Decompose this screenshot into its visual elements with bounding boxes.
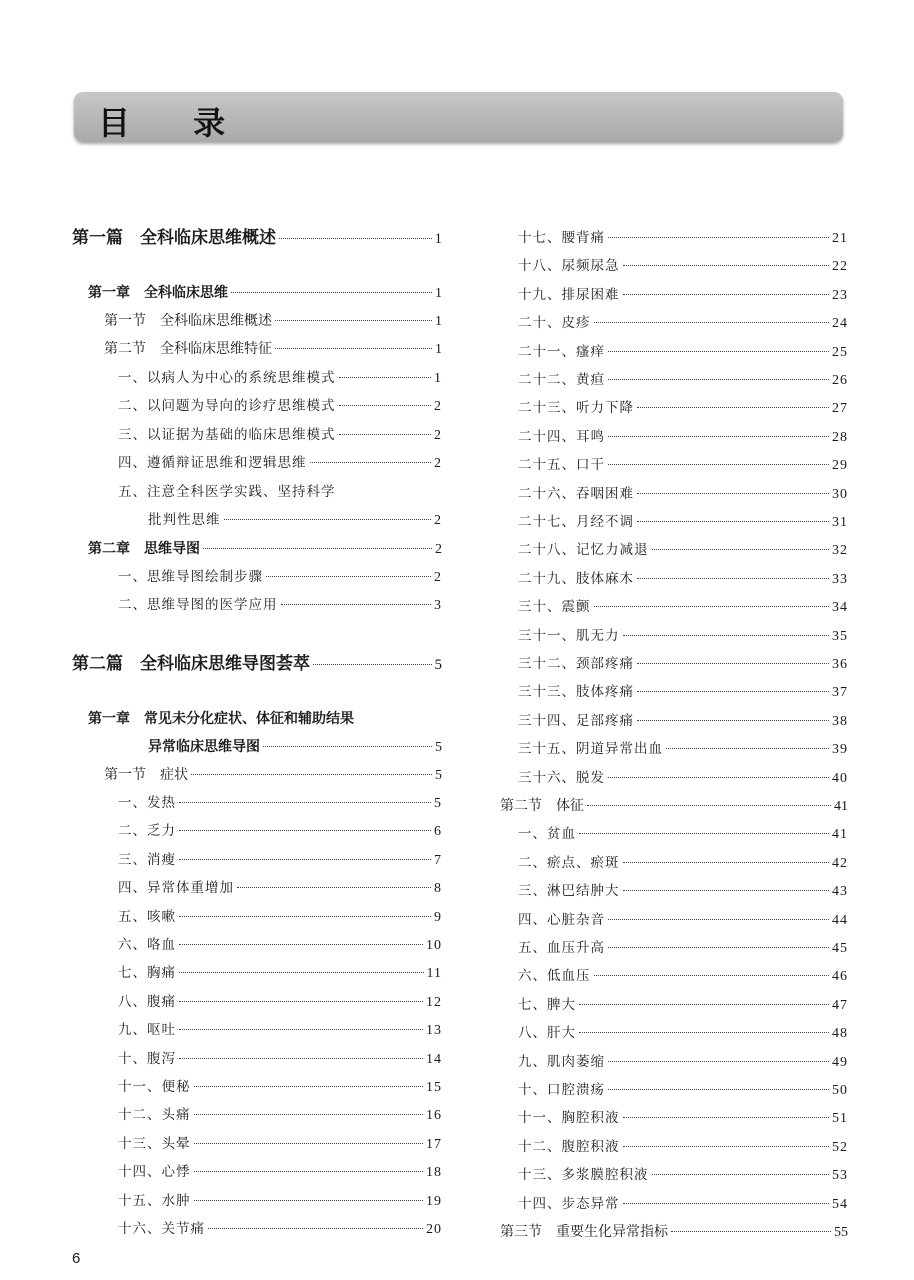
- toc-entry-title: 二、以问题为导向的诊疗思维模式: [118, 398, 336, 414]
- toc-leader-dots: [637, 663, 829, 664]
- toc-entry-title: 二十七、月经不调: [518, 514, 634, 530]
- toc-entry[interactable]: [518, 451, 848, 479]
- toc-entry[interactable]: [518, 1190, 848, 1218]
- toc-entry-title: 三十五、阴道异常出血: [518, 741, 663, 758]
- toc-entry-page: 42: [832, 855, 848, 871]
- toc-entry-page: 2: [434, 428, 442, 443]
- toc-entry-page: 39: [832, 742, 848, 758]
- toc-entry[interactable]: [118, 1158, 442, 1186]
- toc-entry-title: 二十八、记忆力减退: [518, 542, 649, 559]
- toc-entry[interactable]: [518, 764, 848, 792]
- toc-entry-page: 43: [832, 884, 848, 900]
- toc-entry-title: 二十五、口干: [518, 457, 605, 474]
- toc-entry-title: 十六、关节痛: [118, 1221, 205, 1237]
- toc-entry[interactable]: [118, 1215, 442, 1243]
- toc-entry[interactable]: [148, 733, 442, 761]
- toc-entry-page: 34: [832, 600, 848, 616]
- toc-entry-title: 十二、头痛: [118, 1107, 191, 1124]
- toc-leader-dots: [623, 890, 830, 891]
- toc-entry-page: 5: [434, 796, 442, 811]
- toc-entry-title: 二十六、吞咽困难: [518, 485, 634, 502]
- toc-entry[interactable]: [88, 279, 442, 307]
- toc-entry-page: 1: [435, 314, 442, 329]
- toc-entry-page: 50: [832, 1083, 848, 1098]
- toc-leader-dots: [339, 405, 432, 406]
- toc-leader-dots: [194, 1114, 424, 1115]
- toc-entry[interactable]: [518, 1104, 848, 1132]
- toc-entry[interactable]: [118, 364, 442, 392]
- toc-entry-title: 第二节 体征: [500, 798, 584, 814]
- toc-leader-dots: [594, 322, 830, 323]
- toc-entry-page: 53: [832, 1168, 848, 1184]
- toc-entry-title: 三、消瘦: [118, 851, 176, 868]
- toc-entry[interactable]: [518, 281, 848, 309]
- toc-entry-page: 49: [832, 1054, 848, 1070]
- toc-entry[interactable]: [118, 563, 442, 591]
- toc-entry-title: 五、咳嗽: [118, 908, 176, 925]
- toc-entry[interactable]: [118, 874, 442, 902]
- toc-entry-title: 六、咯血: [118, 937, 176, 953]
- toc-entry-title: 十三、头晕: [118, 1135, 191, 1152]
- toc-entry-title: 十五、水肿: [118, 1192, 191, 1209]
- toc-entry[interactable]: [518, 1133, 848, 1161]
- toc-leader-dots: [608, 777, 829, 778]
- toc-entry-title: 一、以病人为中心的系统思维模式: [118, 370, 336, 386]
- toc-entry[interactable]: [118, 1045, 442, 1073]
- toc-entry-title: 二十九、肢体麻木: [518, 570, 634, 587]
- toc-entry-title: 四、遵循辩证思维和逻辑思维: [118, 455, 307, 471]
- toc-entry-page: 29: [832, 458, 848, 474]
- toc-entry-title: 二十二、黄疸: [518, 372, 605, 388]
- toc-entry-title: 二十、皮疹: [518, 315, 591, 332]
- toc-entry[interactable]: [118, 1101, 442, 1129]
- toc-entry[interactable]: [118, 1016, 442, 1044]
- toc-entry[interactable]: [148, 506, 442, 534]
- toc-leader-dots: [179, 1029, 423, 1030]
- toc-entry[interactable]: [518, 394, 848, 422]
- toc-entry-title: 三、以证据为基础的临床思维模式: [118, 427, 336, 443]
- toc-leader-dots: [608, 947, 829, 948]
- toc-entry[interactable]: [118, 1073, 442, 1101]
- toc-entry-title: 三十二、颈部疼痛: [518, 656, 634, 672]
- toc-entry[interactable]: [118, 1187, 442, 1215]
- toc-entry-title: 十三、多浆膜腔积液: [518, 1167, 649, 1184]
- toc-leader-dots: [623, 635, 830, 636]
- toc-entry[interactable]: [518, 991, 848, 1019]
- toc-entry-title: 十八、尿频尿急: [518, 258, 620, 275]
- toc-leader-dots: [623, 862, 830, 863]
- toc-leader-dots: [637, 521, 829, 522]
- toc-leader-dots: [666, 748, 829, 749]
- toc-entry-page: 41: [834, 799, 848, 814]
- toc-leader-dots: [263, 746, 432, 747]
- toc-leader-dots: [179, 1058, 423, 1059]
- toc-entry-page: 15: [426, 1080, 442, 1095]
- toc-entry-title: 二、瘀点、瘀斑: [518, 854, 620, 871]
- toc-entry[interactable]: [500, 1218, 848, 1246]
- toc-leader-dots: [608, 379, 829, 380]
- toc-entry-title: 一、发热: [118, 795, 176, 811]
- toc-entry-page: 8: [434, 881, 442, 897]
- toc-entry-page: 19: [426, 1193, 442, 1209]
- toc-entry-page: 31: [832, 515, 848, 530]
- toc-leader-dots: [623, 1117, 830, 1118]
- toc-leader-dots: [194, 1143, 424, 1144]
- toc-entry[interactable]: [518, 423, 848, 451]
- toc-entry-page: 33: [832, 571, 848, 587]
- toc-leader-dots: [224, 519, 432, 520]
- toc-leader-dots: [208, 1228, 423, 1229]
- toc-leader-dots: [652, 1174, 830, 1175]
- toc-leader-dots: [194, 1086, 424, 1087]
- toc-leader-dots: [310, 462, 432, 463]
- toc-entry-page: 6: [434, 824, 442, 840]
- toc-entry-page: 13: [426, 1023, 442, 1039]
- toc-leader-dots: [339, 377, 432, 378]
- toc-entry[interactable]: [118, 903, 442, 931]
- page-number: 6: [72, 1250, 81, 1267]
- toc-leader-dots: [203, 548, 432, 549]
- toc-leader-dots: [279, 238, 432, 239]
- toc-entry-title: 批判性思维: [148, 512, 221, 528]
- toc-leader-dots: [579, 1032, 829, 1033]
- toc-entry[interactable]: [104, 761, 442, 789]
- toc-entry-page: 36: [832, 657, 848, 672]
- toc-entry-page: 18: [426, 1165, 442, 1181]
- toc-entry-page: 38: [832, 713, 848, 729]
- toc-entry-title: 十、口腔溃疡: [518, 1082, 605, 1098]
- toc-entry-page: 23: [832, 287, 848, 303]
- toc-entry-page: 32: [832, 543, 848, 559]
- toc-leader-dots: [275, 348, 432, 349]
- toc-entry-title: 二、乏力: [118, 823, 176, 840]
- toc-leader-dots: [608, 436, 829, 437]
- toc-entry-title: 第二篇 全科临床思维导图荟萃: [72, 654, 310, 674]
- toc-entry-title: 八、腹痛: [118, 993, 176, 1010]
- toc-entry-title: 三十六、脱发: [518, 769, 605, 786]
- toc-entry[interactable]: [518, 650, 848, 678]
- toc-leader-dots: [623, 1146, 830, 1147]
- toc-leader-dots: [231, 292, 432, 293]
- toc-entry-page: 40: [832, 770, 848, 786]
- toc-entry-title: 异常临床思维导图: [148, 739, 260, 755]
- toc-leader-dots: [608, 237, 829, 238]
- toc-entry-title: 二十三、听力下降: [518, 400, 634, 417]
- toc-entry-page: 37: [832, 685, 848, 701]
- toc-entry[interactable]: [518, 820, 848, 848]
- toc-entry-page: 2: [434, 513, 442, 528]
- toc-entry-page: 28: [832, 429, 848, 445]
- toc-leader-dots: [637, 578, 829, 579]
- toc-entry-page: 41: [832, 827, 848, 843]
- toc-leader-dots: [637, 720, 829, 721]
- toc-entry-title: 三十四、足部疼痛: [518, 712, 634, 729]
- toc-entry-title: 第二节 全科临床思维特征: [104, 341, 272, 357]
- toc-entry-page: 5: [434, 657, 442, 673]
- toc-entry-title: 三十、震颤: [518, 599, 591, 616]
- toc-entry-page: 1: [434, 371, 442, 386]
- toc-entry[interactable]: [518, 480, 848, 508]
- toc-entry[interactable]: [72, 650, 442, 678]
- toc-leader-dots: [608, 1061, 829, 1062]
- toc-entry[interactable]: [118, 392, 442, 420]
- toc-entry[interactable]: [118, 421, 442, 449]
- toc-entry-page: 7: [434, 852, 442, 868]
- toc-entry-page: 47: [832, 997, 848, 1013]
- toc-entry-page: 5: [435, 768, 442, 783]
- toc-entry[interactable]: [518, 906, 848, 934]
- toc-entry-page: 2: [434, 399, 442, 414]
- toc-leader-dots: [194, 1171, 424, 1172]
- toc-leader-dots: [579, 833, 829, 834]
- toc-leader-dots: [608, 919, 829, 920]
- toc-entry[interactable]: [118, 931, 442, 959]
- toc-leader-dots: [579, 1004, 829, 1005]
- toc-entry-page: 44: [832, 912, 848, 928]
- toc-leader-dots: [637, 407, 829, 408]
- toc-leader-dots: [275, 320, 432, 321]
- toc-entry-page: 45: [832, 941, 848, 956]
- toc-entry[interactable]: [518, 593, 848, 621]
- toc-entry-title: 第一章 全科临床思维: [88, 285, 228, 301]
- toc-entry[interactable]: [518, 934, 848, 962]
- page-title: 目 录: [98, 104, 252, 142]
- toc-entry-page: 1: [435, 342, 442, 357]
- toc-entry[interactable]: [518, 309, 848, 337]
- toc-entry[interactable]: [104, 335, 442, 363]
- toc-entry[interactable]: [118, 846, 442, 874]
- toc-title-bar: [74, 92, 843, 142]
- toc-leader-dots: [594, 975, 830, 976]
- toc-leader-dots: [652, 549, 830, 550]
- toc-entry[interactable]: [118, 988, 442, 1016]
- toc-entry-title: 二、思维导图的医学应用: [118, 597, 278, 613]
- toc-entry-title: 第一篇 全科临床思维概述: [72, 228, 276, 248]
- toc-entry-title: 一、思维导图绘制步骤: [118, 569, 263, 585]
- toc-entry-title: 第三节 重要生化异常指标: [500, 1224, 668, 1240]
- toc-leader-dots: [266, 576, 431, 577]
- toc-leader-dots: [671, 1231, 831, 1232]
- toc-entry[interactable]: [518, 877, 848, 905]
- toc-leader-dots: [608, 464, 829, 465]
- toc-entry[interactable]: [518, 849, 848, 877]
- toc-entry-page: 27: [832, 401, 848, 417]
- toc-entry-title: 五、血压升高: [518, 940, 605, 956]
- toc-entry-title: 四、心脏杂音: [518, 911, 605, 928]
- toc-entry-page: 55: [834, 1225, 848, 1240]
- toc-entry-title: 九、呕吐: [118, 1022, 176, 1039]
- toc-entry-title: 八、肝大: [518, 1025, 576, 1042]
- toc-entry[interactable]: [518, 536, 848, 564]
- toc-entry-title: 九、肌肉萎缩: [518, 1053, 605, 1070]
- toc-entry-page: 35: [832, 628, 848, 644]
- toc-entry-title: 五、注意全科医学实践、坚持科学: [118, 484, 336, 500]
- toc-leader-dots: [623, 265, 830, 266]
- toc-entry-title: 七、胸痛: [118, 965, 176, 982]
- toc-entry-page: 1: [434, 231, 442, 247]
- toc-entry-title: 三十一、肌无力: [518, 627, 620, 644]
- toc-entry[interactable]: [72, 224, 442, 252]
- toc-entry[interactable]: [118, 449, 442, 477]
- toc-entry-title: 十七、腰背痛: [518, 230, 605, 246]
- toc-entry-page: 20: [426, 1222, 442, 1237]
- toc-entry[interactable]: [518, 678, 848, 706]
- toc-entry-page: 52: [832, 1139, 848, 1155]
- toc-leader-dots: [179, 830, 431, 831]
- toc-entry-title: 第一节 症状: [104, 767, 188, 783]
- toc-entry[interactable]: [118, 478, 442, 506]
- toc-entry-title: 第二章 思维导图: [88, 541, 200, 557]
- toc-entry-title: 十一、胸腔积液: [518, 1110, 620, 1127]
- toc-entry[interactable]: [518, 735, 848, 763]
- toc-entry-title: 十一、便秘: [118, 1079, 191, 1095]
- toc-entry-page: 17: [426, 1136, 442, 1152]
- toc-entry-title: 三、淋巴结肿大: [518, 883, 620, 900]
- toc-leader-dots: [587, 805, 831, 806]
- toc-entry-page: 1: [435, 286, 442, 301]
- toc-entry-page: 24: [832, 316, 848, 332]
- toc-entry-page: 26: [832, 373, 848, 388]
- toc-entry-page: 51: [832, 1111, 848, 1127]
- toc-entry[interactable]: [88, 705, 442, 733]
- toc-entry[interactable]: [118, 789, 442, 817]
- toc-leader-dots: [194, 1200, 424, 1201]
- toc-entry[interactable]: [518, 508, 848, 536]
- toc-entry[interactable]: [518, 962, 848, 990]
- toc-entry-title: 十、腹泻: [118, 1050, 176, 1067]
- toc-entry-title: 十九、排尿困难: [518, 286, 620, 303]
- toc-entry-page: 48: [832, 1026, 848, 1042]
- toc-leader-dots: [623, 1203, 830, 1204]
- toc-entry[interactable]: [518, 707, 848, 735]
- toc-entry[interactable]: [518, 338, 848, 366]
- toc-leader-dots: [608, 351, 829, 352]
- toc-entry-page: 11: [426, 966, 442, 982]
- toc-leader-dots: [179, 802, 431, 803]
- toc-entry-page: 30: [832, 486, 848, 502]
- toc-leader-dots: [179, 1001, 423, 1002]
- toc-entry[interactable]: [518, 1048, 848, 1076]
- toc-leader-dots: [191, 774, 432, 775]
- toc-entry[interactable]: [118, 591, 442, 619]
- toc-entry-page: 25: [832, 344, 848, 360]
- toc-entry-title: 三十三、肢体疼痛: [518, 684, 634, 701]
- toc-entry-page: 54: [832, 1196, 848, 1212]
- toc-leader-dots: [637, 493, 829, 494]
- toc-entry-title: 一、贫血: [518, 826, 576, 843]
- toc-entry[interactable]: [118, 817, 442, 845]
- toc-entry-page: 9: [434, 909, 442, 925]
- toc-entry-page: 2: [434, 456, 442, 471]
- toc-entry-page: 12: [426, 994, 442, 1010]
- toc-leader-dots: [608, 1089, 829, 1090]
- toc-leader-dots: [623, 294, 830, 295]
- toc-entry[interactable]: [500, 792, 848, 820]
- toc-entry[interactable]: [104, 307, 442, 335]
- toc-leader-dots: [313, 664, 432, 665]
- toc-entry-title: 第一节 全科临床思维概述: [104, 313, 272, 329]
- toc-entry-title: 第一章 常见未分化症状、体征和辅助结果: [88, 711, 354, 727]
- toc-entry[interactable]: [518, 366, 848, 394]
- toc-leader-dots: [594, 606, 830, 607]
- toc-entry-page: 10: [426, 938, 442, 953]
- toc-leader-dots: [179, 944, 423, 945]
- toc-entry[interactable]: [518, 565, 848, 593]
- toc-entry-page: 21: [832, 231, 848, 246]
- toc-entry[interactable]: [518, 224, 848, 252]
- toc-leader-dots: [179, 859, 431, 860]
- toc-entry-title: 四、异常体重增加: [118, 880, 234, 897]
- toc-entry-title: 十四、心悸: [118, 1164, 191, 1181]
- toc-entry-page: 22: [832, 259, 848, 275]
- toc-leader-dots: [179, 972, 424, 973]
- toc-entry-page: 2: [434, 570, 442, 585]
- toc-entry-page: 14: [426, 1051, 442, 1067]
- toc-entry[interactable]: [518, 1076, 848, 1104]
- toc-leader-dots: [179, 916, 431, 917]
- toc-entry-title: 二十四、耳鸣: [518, 428, 605, 445]
- toc-entry-title: 六、低血压: [518, 968, 591, 985]
- toc-entry[interactable]: [118, 959, 442, 987]
- toc-leader-dots: [281, 604, 432, 605]
- toc-entry[interactable]: [518, 1161, 848, 1189]
- toc-entry-page: 5: [435, 740, 442, 755]
- toc-leader-dots: [637, 691, 829, 692]
- toc-entry[interactable]: [518, 252, 848, 280]
- toc-entry[interactable]: [88, 535, 442, 563]
- toc-leader-dots: [339, 434, 432, 435]
- toc-entry-page: 2: [435, 542, 442, 557]
- toc-leader-dots: [237, 887, 431, 888]
- toc-entry-title: 十四、步态异常: [518, 1195, 620, 1212]
- toc-entry-title: 七、脾大: [518, 996, 576, 1013]
- toc-entry[interactable]: [118, 1130, 442, 1158]
- toc-entry-title: 二十一、瘙痒: [518, 343, 605, 360]
- toc-entry[interactable]: [518, 622, 848, 650]
- toc-entry-page: 3: [434, 598, 442, 613]
- toc-entry-title: 十二、腹腔积液: [518, 1138, 620, 1155]
- toc-entry[interactable]: [518, 1019, 848, 1047]
- toc-entry-page: 46: [832, 969, 848, 985]
- toc-entry-page: 16: [426, 1108, 442, 1124]
